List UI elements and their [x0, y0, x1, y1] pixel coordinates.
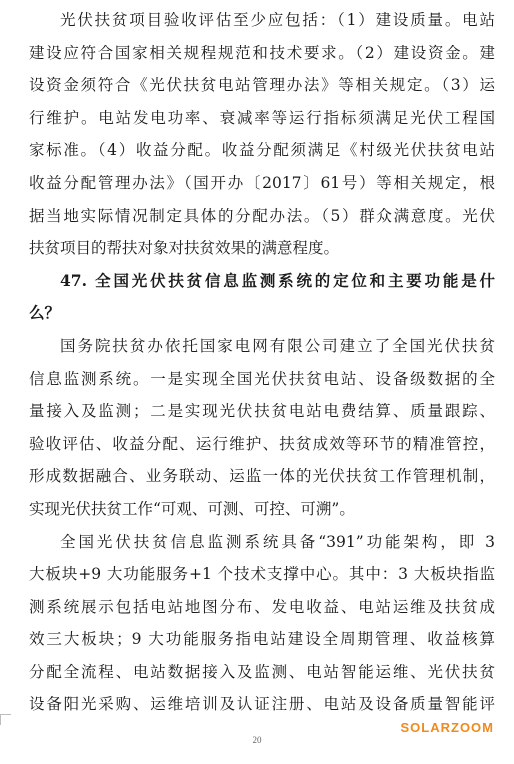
paragraph-line: 分配全流程、电站数据接入及监测、电站智能运维、光伏扶贫: [29, 662, 495, 681]
paragraph-line: 建设应符合国家相关规程规范和技术要求。（2）建设资金。建: [29, 43, 495, 62]
paragraph-line: 全国光伏扶贫信息监测系统具备“391”功能架构，即 3: [60, 532, 495, 551]
question-heading-47: [29, 265, 495, 330]
paragraph-line: 扶贫项目的帮扶对象对扶贫效果的满意程度。: [29, 239, 340, 258]
paragraph-line: 据当地实际情况制定具体的分配办法。（5）群众满意度。光伏: [29, 206, 495, 225]
paragraph-line: 实现光伏扶贫工作“可观、可测、可控、可溯”。: [29, 499, 355, 518]
paragraph-line: 大板块+9 大功能服务+1 个技术支撑中心。其中：3 大板块指监: [29, 565, 495, 584]
paragraph-line: 信息监测系统。一是实现全国光伏扶贫电站、设备级数据的全: [29, 369, 495, 388]
paragraph-line: 光伏扶贫项目验收评估至少应包括：（1）建设质量。电站: [60, 11, 495, 29]
paragraph-system-architecture: [29, 526, 495, 722]
page-content: [29, 4, 495, 721]
paragraph-system-positioning: [29, 330, 495, 526]
watermark-logo: SOLARZOOM: [400, 720, 494, 735]
paragraph-line: 量接入及监测；二是实现光伏扶贫电站电费结算、质量跟踪、: [29, 402, 495, 421]
paragraph-line: 效三大板块；9 大功能服务指电站建设全周期管理、收益核算: [29, 630, 495, 649]
paragraph-acceptance-criteria: [29, 4, 495, 265]
paragraph-line: 验收评估、收益分配、运行维护、扶贫成效等环节的精准管控，: [29, 434, 495, 453]
crop-mark: [0, 714, 11, 725]
paragraph-line: 设备阳光采购、运维培训及认证注册、电站及设备质量智能评: [29, 695, 495, 714]
question-line: 47. 全国光伏扶贫信息监测系统的定位和主要功能是什: [60, 270, 495, 290]
paragraph-line: 收益分配管理办法》（国开办〔2017〕61号）等相关规定，根: [29, 173, 495, 192]
paragraph-line: 设资金须符合《光伏扶贫电站管理办法》等相关规定。（3）运: [29, 76, 495, 95]
paragraph-line: 国务院扶贫办依托国家电网有限公司建立了全国光伏扶贫: [60, 336, 495, 355]
paragraph-line: 家标准。（4）收益分配。收益分配须满足《村级光伏扶贫电站: [29, 141, 495, 160]
paragraph-line: 行维护。电站发电功率、衰减率等运行指标须满足光伏工程国: [29, 108, 495, 127]
question-line: 么？: [29, 303, 61, 323]
page-number: 20: [252, 735, 262, 745]
paragraph-line: 形成数据融合、业务联动、运监一体的光伏扶贫工作管理机制，: [29, 467, 495, 486]
paragraph-line: 测系统展示包括电站地图分布、发电收益、电站运维及扶贫成: [29, 597, 495, 616]
